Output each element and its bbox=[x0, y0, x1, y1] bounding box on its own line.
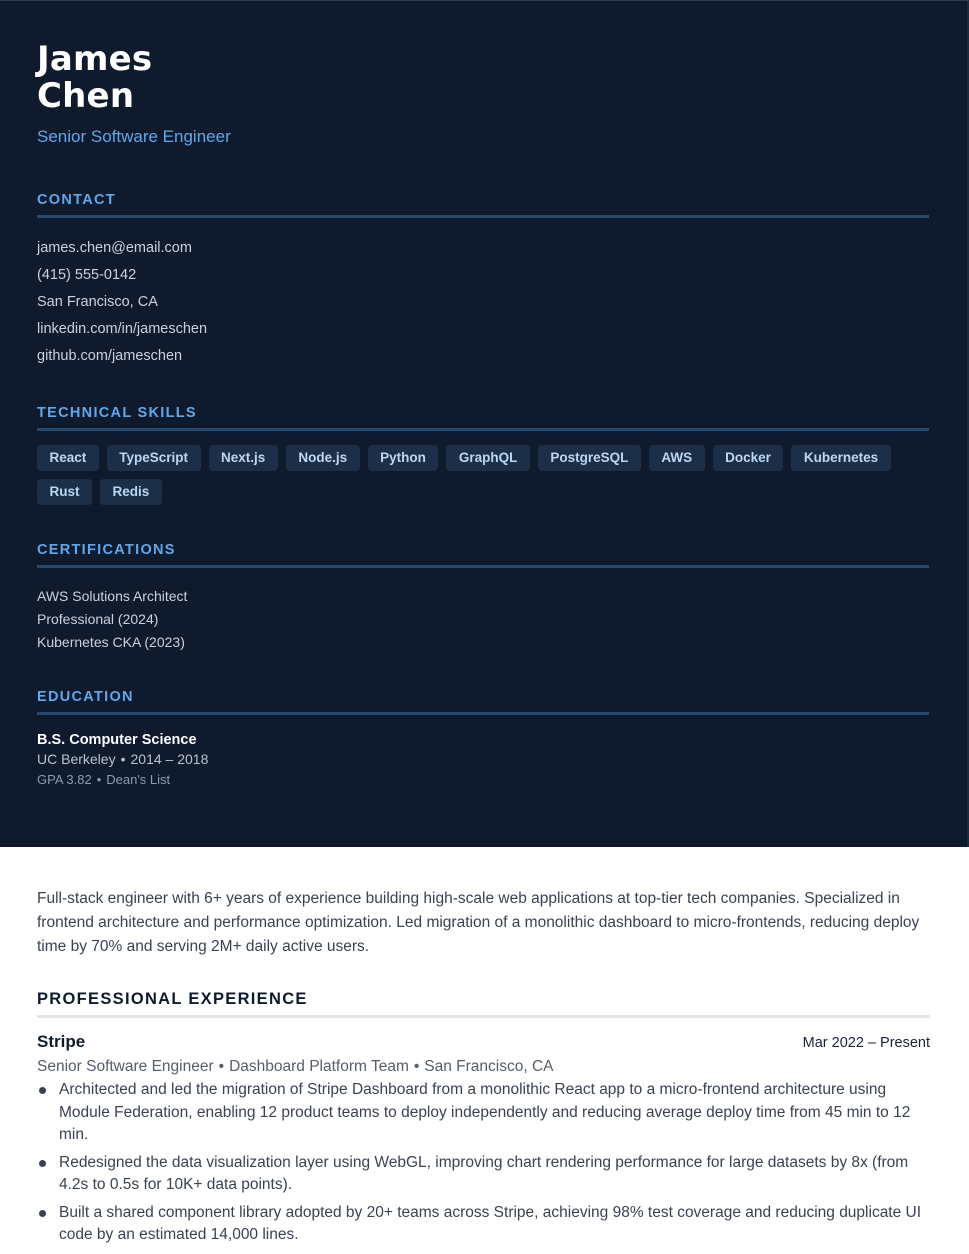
experience-heading: PROFESSIONAL EXPERIENCE bbox=[37, 988, 930, 1018]
skill-tag: Docker bbox=[713, 445, 784, 471]
separator-dot: • bbox=[218, 1058, 225, 1075]
certifications-section bbox=[37, 541, 929, 654]
job-header bbox=[37, 1031, 930, 1054]
certifications-heading: CERTIFICATIONS bbox=[37, 541, 929, 568]
contact-email: james.chen@email.com bbox=[37, 240, 192, 256]
contact-github: github.com/jameschen bbox=[37, 348, 183, 364]
degree: B.S. Computer Science bbox=[37, 732, 197, 748]
last-name: Chen bbox=[37, 76, 135, 116]
skill-tag: Rust bbox=[37, 479, 92, 505]
certifications-list bbox=[37, 585, 929, 654]
skill-tag: Python bbox=[368, 445, 439, 471]
skill-tag: GraphQL bbox=[446, 445, 530, 471]
job-role: Senior Software Engineer bbox=[37, 1058, 214, 1075]
skill-tag: PostgreSQL bbox=[538, 445, 641, 471]
job-bullets bbox=[37, 1079, 930, 1247]
job-team: Dashboard Platform Team bbox=[229, 1058, 409, 1075]
skill-tag: Redis bbox=[100, 479, 162, 505]
certification-line: Professional (2024) bbox=[37, 611, 159, 627]
contact-list bbox=[37, 235, 929, 370]
contact-phone: (415) 555-0142 bbox=[37, 267, 137, 283]
skills-section bbox=[37, 404, 929, 505]
separator-dot: • bbox=[96, 772, 102, 787]
job-dates: Mar 2022 – Present bbox=[802, 1035, 930, 1051]
contact-section bbox=[37, 191, 929, 370]
certification-line: Kubernetes CKA (2023) bbox=[37, 634, 185, 650]
job-bullet: Redesigned the data visualization layer using WebGL, improving chart rendering performance for large datasets by 8x (from 4.2s to 0.5s for 10K+ data points). bbox=[37, 1152, 930, 1197]
skill-tag: TypeScript bbox=[107, 445, 201, 471]
education-details bbox=[37, 769, 929, 791]
education-entry bbox=[37, 731, 929, 791]
resume-body bbox=[0, 847, 969, 1247]
job-meta bbox=[37, 1056, 930, 1078]
skill-tag: React bbox=[37, 445, 99, 471]
contact-linkedin: linkedin.com/in/jameschen bbox=[37, 321, 208, 337]
school-years: 2014 – 2018 bbox=[130, 751, 209, 767]
education-section bbox=[37, 688, 929, 791]
contact-location: San Francisco, CA bbox=[37, 294, 158, 310]
honor: Dean's List bbox=[106, 772, 171, 787]
school-line bbox=[37, 749, 929, 769]
job-location: San Francisco, CA bbox=[424, 1058, 554, 1075]
education-heading: EDUCATION bbox=[37, 688, 929, 715]
first-name: James bbox=[37, 39, 153, 79]
separator-dot: • bbox=[120, 751, 126, 767]
company-name: Stripe bbox=[37, 1032, 86, 1051]
separator-dot: • bbox=[413, 1058, 420, 1075]
job-title: Senior Software Engineer bbox=[37, 127, 231, 146]
job-bullet: Architected and led the migration of Stripe Dashboard from a monolithic React app to a micro-frontend architecture using Module Federation, enabling 12 product teams to deploy independently and reducing average deploy time from 45 min to 12 min. bbox=[37, 1079, 930, 1147]
skill-tag: Kubernetes bbox=[791, 445, 890, 471]
skill-tag: AWS bbox=[649, 445, 705, 471]
skills-heading: TECHNICAL SKILLS bbox=[37, 404, 929, 431]
candidate-name bbox=[37, 41, 929, 115]
job-bullet: Built a shared component library adopted by 20+ teams across Stripe, achieving 98% test coverage and reducing duplicate UI code by an estimated 14,000 lines. bbox=[37, 1202, 930, 1247]
summary-paragraph: Full-stack engineer with 6+ years of experience building high-scale web applications at top-tier tech companies. Specialized in frontend architecture and performance optimization. Led migration of a monolithic dashboard to micro-frontends, reducing deploy time by 70% and serving 2M+ daily active users. bbox=[37, 890, 920, 955]
contact-heading: CONTACT bbox=[37, 191, 929, 218]
certification-line: AWS Solutions Architect bbox=[37, 588, 188, 604]
job-entry bbox=[37, 1031, 930, 1247]
skills-tags bbox=[37, 445, 929, 505]
skill-tag: Next.js bbox=[209, 445, 278, 471]
gpa: GPA 3.82 bbox=[37, 772, 92, 787]
skill-tag: Node.js bbox=[286, 445, 360, 471]
school-name: UC Berkeley bbox=[37, 751, 116, 767]
